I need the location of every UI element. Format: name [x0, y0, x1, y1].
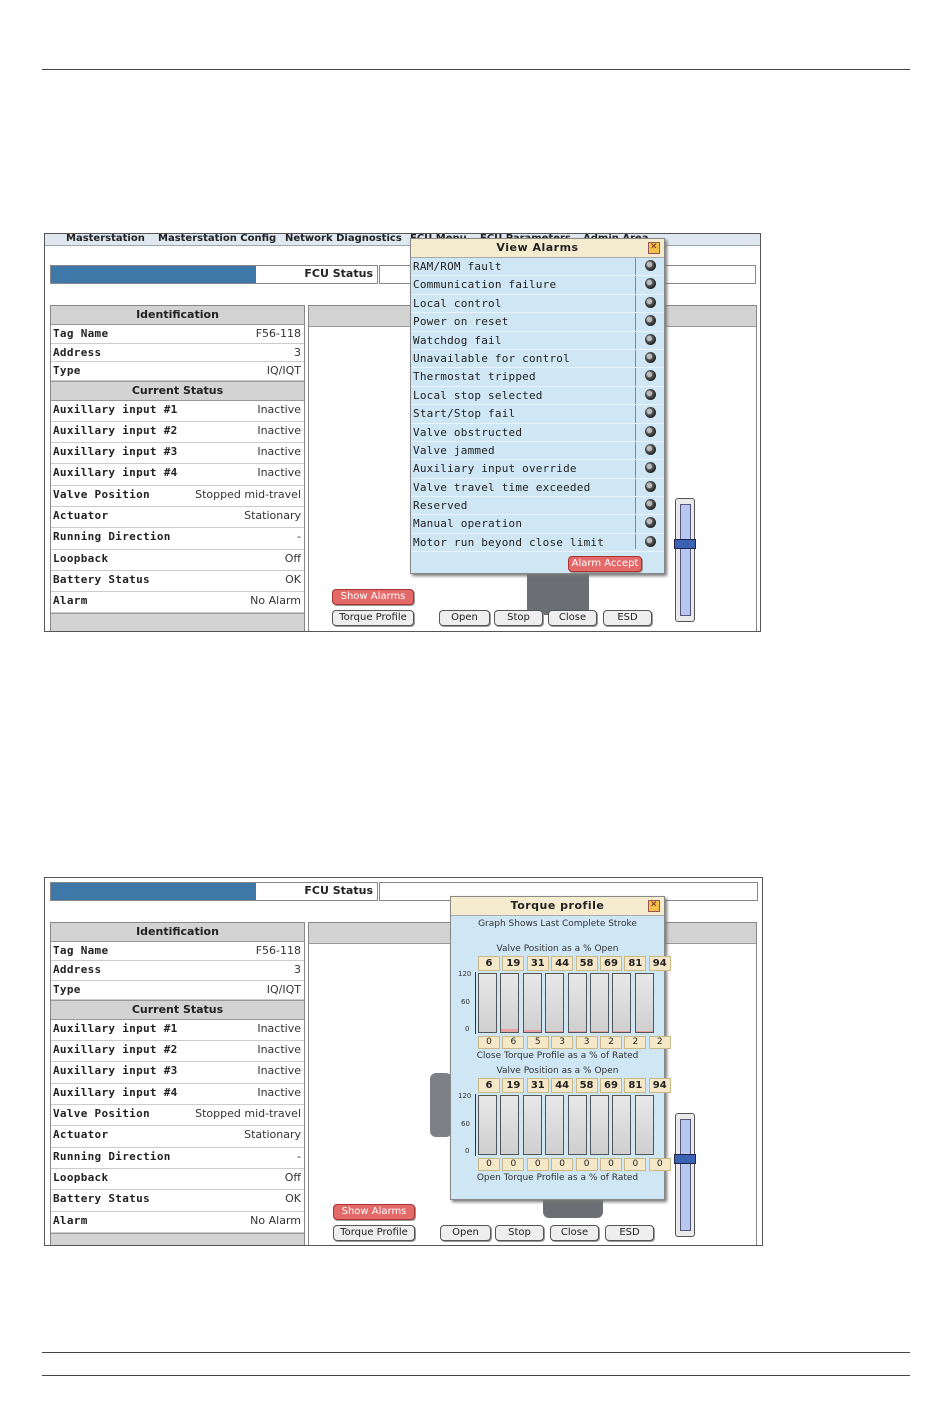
close-button[interactable]: Close — [550, 1225, 599, 1241]
fcu-status-label: FCU Status — [304, 884, 373, 897]
torque-value-cell: 0 — [576, 1158, 598, 1171]
alarm-label: Auxiliary input override — [413, 462, 577, 476]
open-torque-bar — [590, 1095, 609, 1155]
status-value: - — [297, 1149, 301, 1163]
alarm-row — [411, 534, 664, 552]
id-key: Address — [53, 345, 102, 359]
top-rule — [42, 69, 910, 70]
alarm-label: Local control — [413, 296, 502, 310]
alarm-indicator-icon — [645, 462, 656, 473]
alarm-label: Valve travel time exceeded — [413, 480, 591, 494]
alarm-indicator-icon — [645, 481, 656, 492]
torque-value-cell: 0 — [649, 1158, 671, 1171]
torque-profile-title: Torque profile — [510, 899, 605, 912]
alarm-row — [411, 368, 664, 386]
status-row — [51, 1084, 304, 1105]
alarm-label: Manual operation — [413, 517, 523, 531]
status-row — [51, 401, 304, 422]
alarm-indicator-icon — [645, 444, 656, 455]
status-value: Inactive — [257, 445, 301, 459]
status-key: Auxillary input #3 — [53, 445, 178, 459]
id-row-address — [51, 961, 304, 980]
open-y-tick-max: 120 — [458, 1092, 472, 1100]
alarm-indicator-icon — [645, 334, 656, 345]
bottom-rule-2 — [42, 1375, 910, 1376]
close-torque-bar — [523, 973, 542, 1033]
torque-value-cell: 0 — [502, 1158, 524, 1171]
fcu-status-label: FCU Status — [304, 267, 373, 280]
close-torque-fill — [569, 1031, 586, 1032]
status-key: Actuator — [53, 1128, 109, 1142]
position-cell: 44 — [551, 1078, 573, 1093]
close-position-header — [478, 956, 673, 971]
torque-value-cell: 2 — [649, 1036, 671, 1049]
view-alarms-popup — [410, 238, 665, 574]
status-value: Off — [284, 1170, 301, 1184]
status-row — [51, 1105, 304, 1126]
torque-profile-title-bar — [451, 897, 664, 916]
position-cell: 31 — [527, 956, 549, 971]
alarm-row — [411, 479, 664, 497]
open-y-tick-min: 0 — [465, 1147, 470, 1155]
alarm-row — [411, 515, 664, 533]
close-y-tick-mid: 60 — [461, 998, 470, 1006]
id-value: F56-118 — [255, 944, 301, 957]
alarm-row — [411, 313, 664, 331]
view-alarms-title-bar — [411, 239, 664, 258]
torque-value-cell: 0 — [478, 1036, 500, 1049]
alarm-indicator-icon — [645, 407, 656, 418]
id-key: Tag Name — [53, 944, 109, 957]
alarm-row — [411, 424, 664, 442]
status-value: OK — [285, 1192, 301, 1206]
close-torque-bar — [568, 973, 587, 1033]
status-key: Auxillary input #2 — [53, 1043, 178, 1057]
position-cell: 94 — [649, 1078, 671, 1093]
alarm-label: Valve obstructed — [413, 425, 523, 439]
close-torque-bar — [545, 973, 564, 1033]
close-torque-values — [478, 1036, 673, 1049]
alarm-row — [411, 460, 664, 478]
left-panel — [50, 305, 305, 632]
status-key: Auxillary input #3 — [53, 1064, 178, 1078]
close-torque-fill — [546, 1031, 563, 1032]
alarm-indicator-icon — [645, 389, 656, 400]
status-key: Battery Status — [53, 1192, 150, 1206]
alarm-indicator-icon — [645, 517, 656, 528]
alarm-label: Reserved — [413, 499, 468, 513]
torque-value-cell: 6 — [502, 1036, 524, 1049]
close-icon[interactable]: ✕ — [649, 900, 659, 910]
close-torque-bars — [478, 973, 657, 1033]
position-cell: 94 — [649, 956, 671, 971]
actuator-position-heading — [51, 613, 304, 632]
position-slider[interactable] — [675, 498, 695, 622]
position-cell: 31 — [527, 1078, 549, 1093]
fcu-status-bar — [50, 882, 378, 901]
id-value: IQ/IQT — [266, 982, 301, 996]
close-axis-label: Valve Position as a % Open — [496, 944, 619, 954]
status-value: Stopped mid-travel — [195, 487, 301, 501]
torque-value-cell: 0 — [478, 1158, 500, 1171]
status-value: Inactive — [257, 466, 301, 480]
id-value: F56-118 — [255, 327, 301, 340]
torque-value-cell: 2 — [624, 1036, 646, 1049]
open-y-tick-mid: 60 — [461, 1120, 470, 1128]
show-alarms-button[interactable]: Show Alarms — [333, 1204, 415, 1220]
open-torque-bar — [568, 1095, 587, 1155]
status-key: Valve Position — [53, 487, 150, 501]
screenshot-view-alarms — [44, 233, 761, 632]
alarm-label: Power on reset — [413, 315, 509, 329]
id-row-type — [51, 981, 304, 1000]
identification-heading: Identification — [51, 923, 304, 942]
alarm-label: Thermostat tripped — [413, 370, 536, 384]
status-value: Stopped mid-travel — [195, 1107, 301, 1121]
left-panel — [50, 922, 305, 1246]
actuator-position-heading — [51, 1233, 304, 1246]
slider-track — [680, 1119, 691, 1231]
torque-value-cell: 3 — [551, 1036, 573, 1049]
position-cell: 81 — [624, 1078, 646, 1093]
status-key: Actuator — [53, 508, 109, 522]
slider-track — [680, 504, 691, 616]
open-y-axis — [475, 1094, 476, 1156]
screenshot-torque-profile — [44, 877, 763, 1246]
status-row — [51, 571, 304, 592]
id-row-tag-name — [51, 942, 304, 961]
open-torque-bars — [478, 1095, 657, 1155]
position-cell: 19 — [502, 1078, 524, 1093]
close-torque-fill — [501, 1029, 518, 1032]
alarm-row — [411, 258, 664, 276]
status-value: OK — [285, 572, 301, 586]
id-key: Type — [53, 364, 81, 377]
esd-button[interactable]: ESD — [603, 610, 652, 626]
current-status-heading: Current Status — [51, 381, 304, 401]
close-torque-fill — [613, 1031, 630, 1032]
alarm-row — [411, 442, 664, 460]
position-cell: 81 — [624, 956, 646, 971]
status-row — [51, 507, 304, 528]
alarm-label: Motor run beyond close limit — [413, 535, 605, 549]
status-key: Running Direction — [53, 1149, 171, 1163]
alarm-indicator-icon — [645, 278, 656, 289]
id-value: 3 — [294, 345, 301, 359]
open-torque-bar — [523, 1095, 542, 1155]
close-torque-bar — [478, 973, 497, 1033]
close-torque-bar — [500, 973, 519, 1033]
status-row — [51, 464, 304, 485]
status-value: Inactive — [257, 1064, 301, 1078]
status-key: Alarm — [53, 594, 88, 608]
alarm-row — [411, 332, 664, 350]
alarm-row — [411, 276, 664, 294]
status-value: Inactive — [257, 1021, 301, 1035]
status-key: Auxillary input #1 — [53, 1021, 178, 1035]
fcu-status-fill — [51, 883, 256, 900]
status-row — [51, 528, 304, 549]
status-key: Loopback — [53, 1170, 109, 1184]
status-row — [51, 443, 304, 464]
torque-profile-popup — [450, 896, 665, 1200]
alarm-row — [411, 405, 664, 423]
position-cell: 69 — [600, 956, 622, 971]
close-torque-fill — [591, 1031, 608, 1032]
open-torque-bar — [545, 1095, 564, 1155]
id-row-address — [51, 344, 304, 363]
alarm-indicator-icon — [645, 426, 656, 437]
id-key: Address — [53, 963, 102, 977]
position-cell: 69 — [600, 1078, 622, 1093]
status-key: Battery Status — [53, 572, 150, 586]
status-value: No Alarm — [250, 594, 301, 608]
close-icon[interactable]: ✕ — [649, 242, 659, 252]
status-row — [51, 550, 304, 571]
alarm-indicator-icon — [645, 352, 656, 363]
position-cell: 19 — [502, 956, 524, 971]
menu-network-diagnostics[interactable]: Network Diagnostics — [285, 233, 402, 244]
alarm-indicator-icon — [645, 536, 656, 547]
status-value: - — [297, 530, 301, 544]
position-cell: 44 — [551, 956, 573, 971]
menu-masterstation-config[interactable]: Masterstation Config — [158, 233, 277, 244]
close-torque-bar — [635, 973, 654, 1033]
status-key: Running Direction — [53, 530, 171, 544]
handwheel-image — [430, 1073, 452, 1137]
status-key: Alarm — [53, 1213, 88, 1227]
alarm-accept-button[interactable]: Alarm Accept — [568, 556, 642, 572]
alarm-indicator-icon — [645, 260, 656, 271]
status-value: Off — [284, 551, 301, 565]
torque-value-cell: 2 — [600, 1036, 622, 1049]
menu-masterstation[interactable]: Masterstation — [66, 233, 145, 244]
open-torque-caption: Open Torque Profile as a % of Rated — [476, 1173, 639, 1183]
id-key: Type — [53, 982, 81, 996]
alarm-indicator-icon — [645, 499, 656, 510]
alarm-label: Start/Stop fail — [413, 407, 516, 421]
fcu-status-bar — [50, 265, 378, 284]
position-slider[interactable] — [675, 1113, 695, 1237]
close-torque-caption: Close Torque Profile as a % of Rated — [476, 1051, 639, 1061]
alarm-row — [411, 497, 664, 515]
status-row — [51, 1212, 304, 1233]
open-torque-bar — [635, 1095, 654, 1155]
status-row — [51, 1169, 304, 1190]
id-value: IQ/IQT — [266, 364, 301, 377]
torque-value-cell: 3 — [576, 1036, 598, 1049]
close-torque-fill — [636, 1031, 653, 1032]
esd-button[interactable]: ESD — [605, 1225, 654, 1241]
status-key: Auxillary input #2 — [53, 423, 178, 437]
current-status-heading: Current Status — [51, 1000, 304, 1020]
alarm-label: Local stop selected — [413, 388, 543, 402]
torque-value-cell: 0 — [527, 1158, 549, 1171]
status-row — [51, 1190, 304, 1211]
identification-heading: Identification — [51, 306, 304, 325]
stop-button[interactable]: Stop — [494, 610, 543, 626]
status-row — [51, 1126, 304, 1147]
close-torque-bar — [590, 973, 609, 1033]
status-key: Loopback — [53, 551, 109, 565]
torque-value-cell: 0 — [624, 1158, 646, 1171]
open-axis-label: Valve Position as a % Open — [496, 1066, 619, 1076]
status-key: Auxillary input #4 — [53, 1085, 178, 1099]
status-key: Valve Position — [53, 1107, 150, 1121]
status-row — [51, 422, 304, 443]
status-row — [51, 1062, 304, 1083]
status-value: No Alarm — [250, 1213, 301, 1227]
position-cell: 58 — [576, 1078, 598, 1093]
close-y-axis — [475, 972, 476, 1034]
status-key: Auxillary input #1 — [53, 402, 178, 416]
status-value: Stationary — [244, 508, 301, 522]
show-alarms-button[interactable]: Show Alarms — [332, 589, 414, 605]
alarm-label: Valve jammed — [413, 443, 495, 457]
alarm-label: Watchdog fail — [413, 333, 502, 347]
status-row — [51, 592, 304, 613]
alarm-indicator-icon — [645, 297, 656, 308]
position-cell: 58 — [576, 956, 598, 971]
slider-handle[interactable] — [674, 539, 696, 549]
status-row — [51, 1041, 304, 1062]
torque-subtitle: Graph Shows Last Complete Stroke — [478, 919, 637, 929]
alarm-row — [411, 350, 664, 368]
status-row — [51, 1020, 304, 1041]
close-torque-bar — [612, 973, 631, 1033]
status-key: Auxillary input #4 — [53, 466, 178, 480]
open-button[interactable]: Open — [439, 610, 490, 626]
close-button[interactable]: Close — [548, 610, 597, 626]
status-row — [51, 486, 304, 507]
alarm-indicator-icon — [645, 370, 656, 381]
alarm-row — [411, 295, 664, 313]
torque-profile-button[interactable]: Torque Profile — [333, 1225, 415, 1241]
status-value: Inactive — [257, 1085, 301, 1099]
slider-handle[interactable] — [674, 1154, 696, 1164]
torque-profile-button[interactable]: Torque Profile — [332, 610, 414, 626]
position-cell: 6 — [478, 1078, 500, 1093]
open-torque-bar — [500, 1095, 519, 1155]
alarm-label: RAM/ROM fault — [413, 260, 502, 273]
alarm-indicator-icon — [645, 315, 656, 326]
open-position-header — [478, 1078, 673, 1093]
status-row — [51, 1148, 304, 1169]
open-torque-values — [478, 1158, 673, 1171]
open-button[interactable]: Open — [440, 1225, 491, 1241]
close-torque-fill — [524, 1030, 541, 1032]
alarm-label: Communication failure — [413, 278, 557, 292]
torque-value-cell: 5 — [527, 1036, 549, 1049]
view-alarms-title: View Alarms — [496, 241, 579, 254]
status-value: Inactive — [257, 1043, 301, 1057]
alarm-list — [411, 258, 664, 552]
position-cell: 6 — [478, 956, 500, 971]
open-torque-bar — [478, 1095, 497, 1155]
close-y-tick-min: 0 — [465, 1025, 470, 1033]
id-row-type — [51, 362, 304, 381]
torque-value-cell: 0 — [600, 1158, 622, 1171]
fcu-status-fill — [51, 266, 256, 283]
stop-button[interactable]: Stop — [495, 1225, 544, 1241]
alarm-row — [411, 387, 664, 405]
status-value: Inactive — [257, 402, 301, 416]
open-torque-bar — [612, 1095, 631, 1155]
id-value: 3 — [294, 963, 301, 977]
torque-value-cell: 0 — [551, 1158, 573, 1171]
bottom-rule-1 — [42, 1352, 910, 1353]
id-row-tag-name — [51, 325, 304, 344]
id-key: Tag Name — [53, 327, 109, 340]
close-y-tick-max: 120 — [458, 970, 472, 978]
status-value: Stationary — [244, 1128, 301, 1142]
status-value: Inactive — [257, 423, 301, 437]
alarm-label: Unavailable for control — [413, 351, 570, 365]
